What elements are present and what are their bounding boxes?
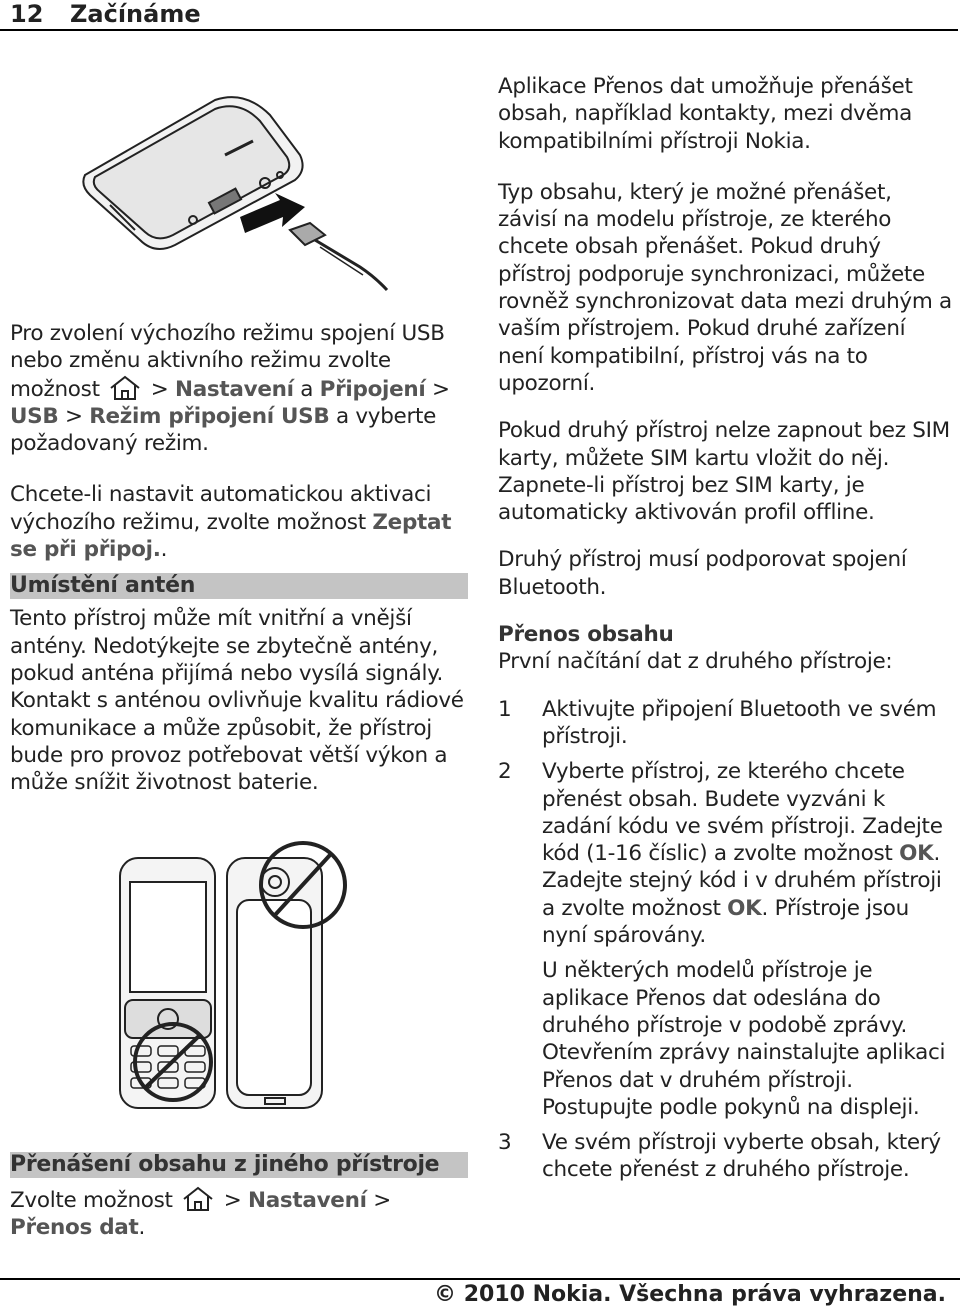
text: . <box>160 537 168 563</box>
menu-data-transfer: Přenos dat <box>10 1215 139 1241</box>
right-paragraph-1: Aplikace Přenos dat umožňuje přenášet obsah, například kontakty, mezi dvěma kompatibilními přístroji Nokia. <box>498 74 913 154</box>
copyright: © 2010 Nokia. Všechna práva vyhrazena. <box>434 1282 946 1307</box>
page-number: 12 <box>10 0 44 28</box>
antenna-paragraph: Tento přístroj může mít vnitřní a vnější antény. Nedotýkejte se zbytečně antény, pokud anténa přijímá nebo vysílá signály. Kontakt s anténou ovlivňuje kvalitu rádiové komunikace a může způsobit, že přístroj bude pro provoz potřebovat větší výkon a může snížit životnost baterie. <box>10 606 464 796</box>
option-ok: OK <box>899 841 934 867</box>
text: > <box>58 403 90 429</box>
text: Zvolte možnost <box>10 1188 180 1213</box>
text: > <box>366 1188 391 1213</box>
option-ask-on-connect: Zeptat se při připoj. <box>10 509 452 563</box>
right-paragraph-3: Pokud druhý přístroj nelze zapnout bez SIM karty, můžete SIM kartu vložit do něj. Zapnete-li přístroj bez SIM karty, je automaticky aktivován profil offline. <box>498 418 950 526</box>
step-number: 1 <box>498 696 512 722</box>
left-column <box>10 320 475 796</box>
menu-settings: Nastavení <box>248 1188 367 1213</box>
subsection-title: Přenos obsahu <box>498 622 674 648</box>
left-bottom <box>10 1152 475 1242</box>
antenna-area-illustration <box>115 840 355 1120</box>
step-1 <box>498 696 953 751</box>
text: > <box>425 376 450 402</box>
menu-usb: USB <box>10 403 59 429</box>
step-number: 3 <box>498 1130 512 1156</box>
usb-cable-connection-illustration <box>75 95 395 295</box>
auto-activation-paragraph <box>10 481 475 563</box>
menu-connectivity: Připojení <box>319 376 426 402</box>
right-paragraph-4: Druhý přístroj musí podporovat spojení Bluetooth. <box>498 547 907 600</box>
option-ok: OK <box>727 895 762 921</box>
text: . <box>138 1215 146 1241</box>
step-2 <box>498 758 953 949</box>
right-paragraph-2: Typ obsahu, který je možné přenášet, závisí na modelu přístroje, ze kterého chcete obsah přenášet. Pokud druhý přístroj podporuje synchronizaci, můžete rovněž synchronizovat data mezi druhým a vaším přístrojem. Pokud druhé zařízení není kompatibilní, přístroj vás na to upozorní. <box>498 179 952 396</box>
transfer-path-paragraph <box>10 1186 475 1242</box>
home-icon <box>108 375 142 401</box>
page-header <box>0 0 960 32</box>
step-text: . Přístroje jsou nyní spárovány. <box>542 895 909 949</box>
step-text: Aktivujte připojení Bluetooth ve svém přístroji. <box>542 696 937 749</box>
footer-divider <box>0 1278 960 1280</box>
intro-text: První načítání dat z druhého přístroje: <box>498 649 893 675</box>
text: a <box>293 376 320 402</box>
usb-mode-paragraph <box>10 320 475 457</box>
home-icon <box>181 1186 215 1212</box>
step-text: Vyberte přístroj, ze kterého chcete přenést obsah. Budete vyzváni k zadání kódu ve svém přístroji. Zadejte kód (1-16 číslic) a zvolte možnost <box>542 759 943 867</box>
header-divider <box>0 29 958 31</box>
section-title-transfer: Přenášení obsahu z jiného přístroje <box>10 1152 468 1178</box>
text: > <box>144 376 176 402</box>
note-text: U některých modelů přístroje je aplikace Přenos dat odeslána do druhého přístroje v podobě zprávy. Otevřením zprávy nainstalujte aplikaci Přenos dat v druhém přístroji. Postupujte podle pokynů na displeji. <box>542 958 946 1120</box>
step-text: . Zadejte stejný kód i v druhém přístroji a zvolte možnost <box>542 841 942 921</box>
section-title-antennas: Umístění antén <box>10 573 468 599</box>
step-2-note <box>498 957 953 1121</box>
text: Pro zvolení výchozího režimu spojení USB nebo změnu aktivního režimu zvolte možnost <box>10 321 445 402</box>
step-text: Ve svém přístroji vyberte obsah, který chcete přenést z druhého přístroje. <box>542 1130 941 1183</box>
menu-usb-mode: Režim připojení USB <box>89 403 330 429</box>
right-column <box>498 73 953 1184</box>
chapter-title: Začínáme <box>70 0 201 28</box>
step-number: 2 <box>498 759 512 785</box>
text: Chcete-li nastavit automatickou aktivaci výchozího režimu, zvolte možnost <box>10 482 432 535</box>
step-3 <box>498 1129 953 1184</box>
text: > <box>217 1188 248 1213</box>
menu-settings: Nastavení <box>175 376 294 402</box>
text: a vyberte požadovaný režim. <box>10 403 437 457</box>
